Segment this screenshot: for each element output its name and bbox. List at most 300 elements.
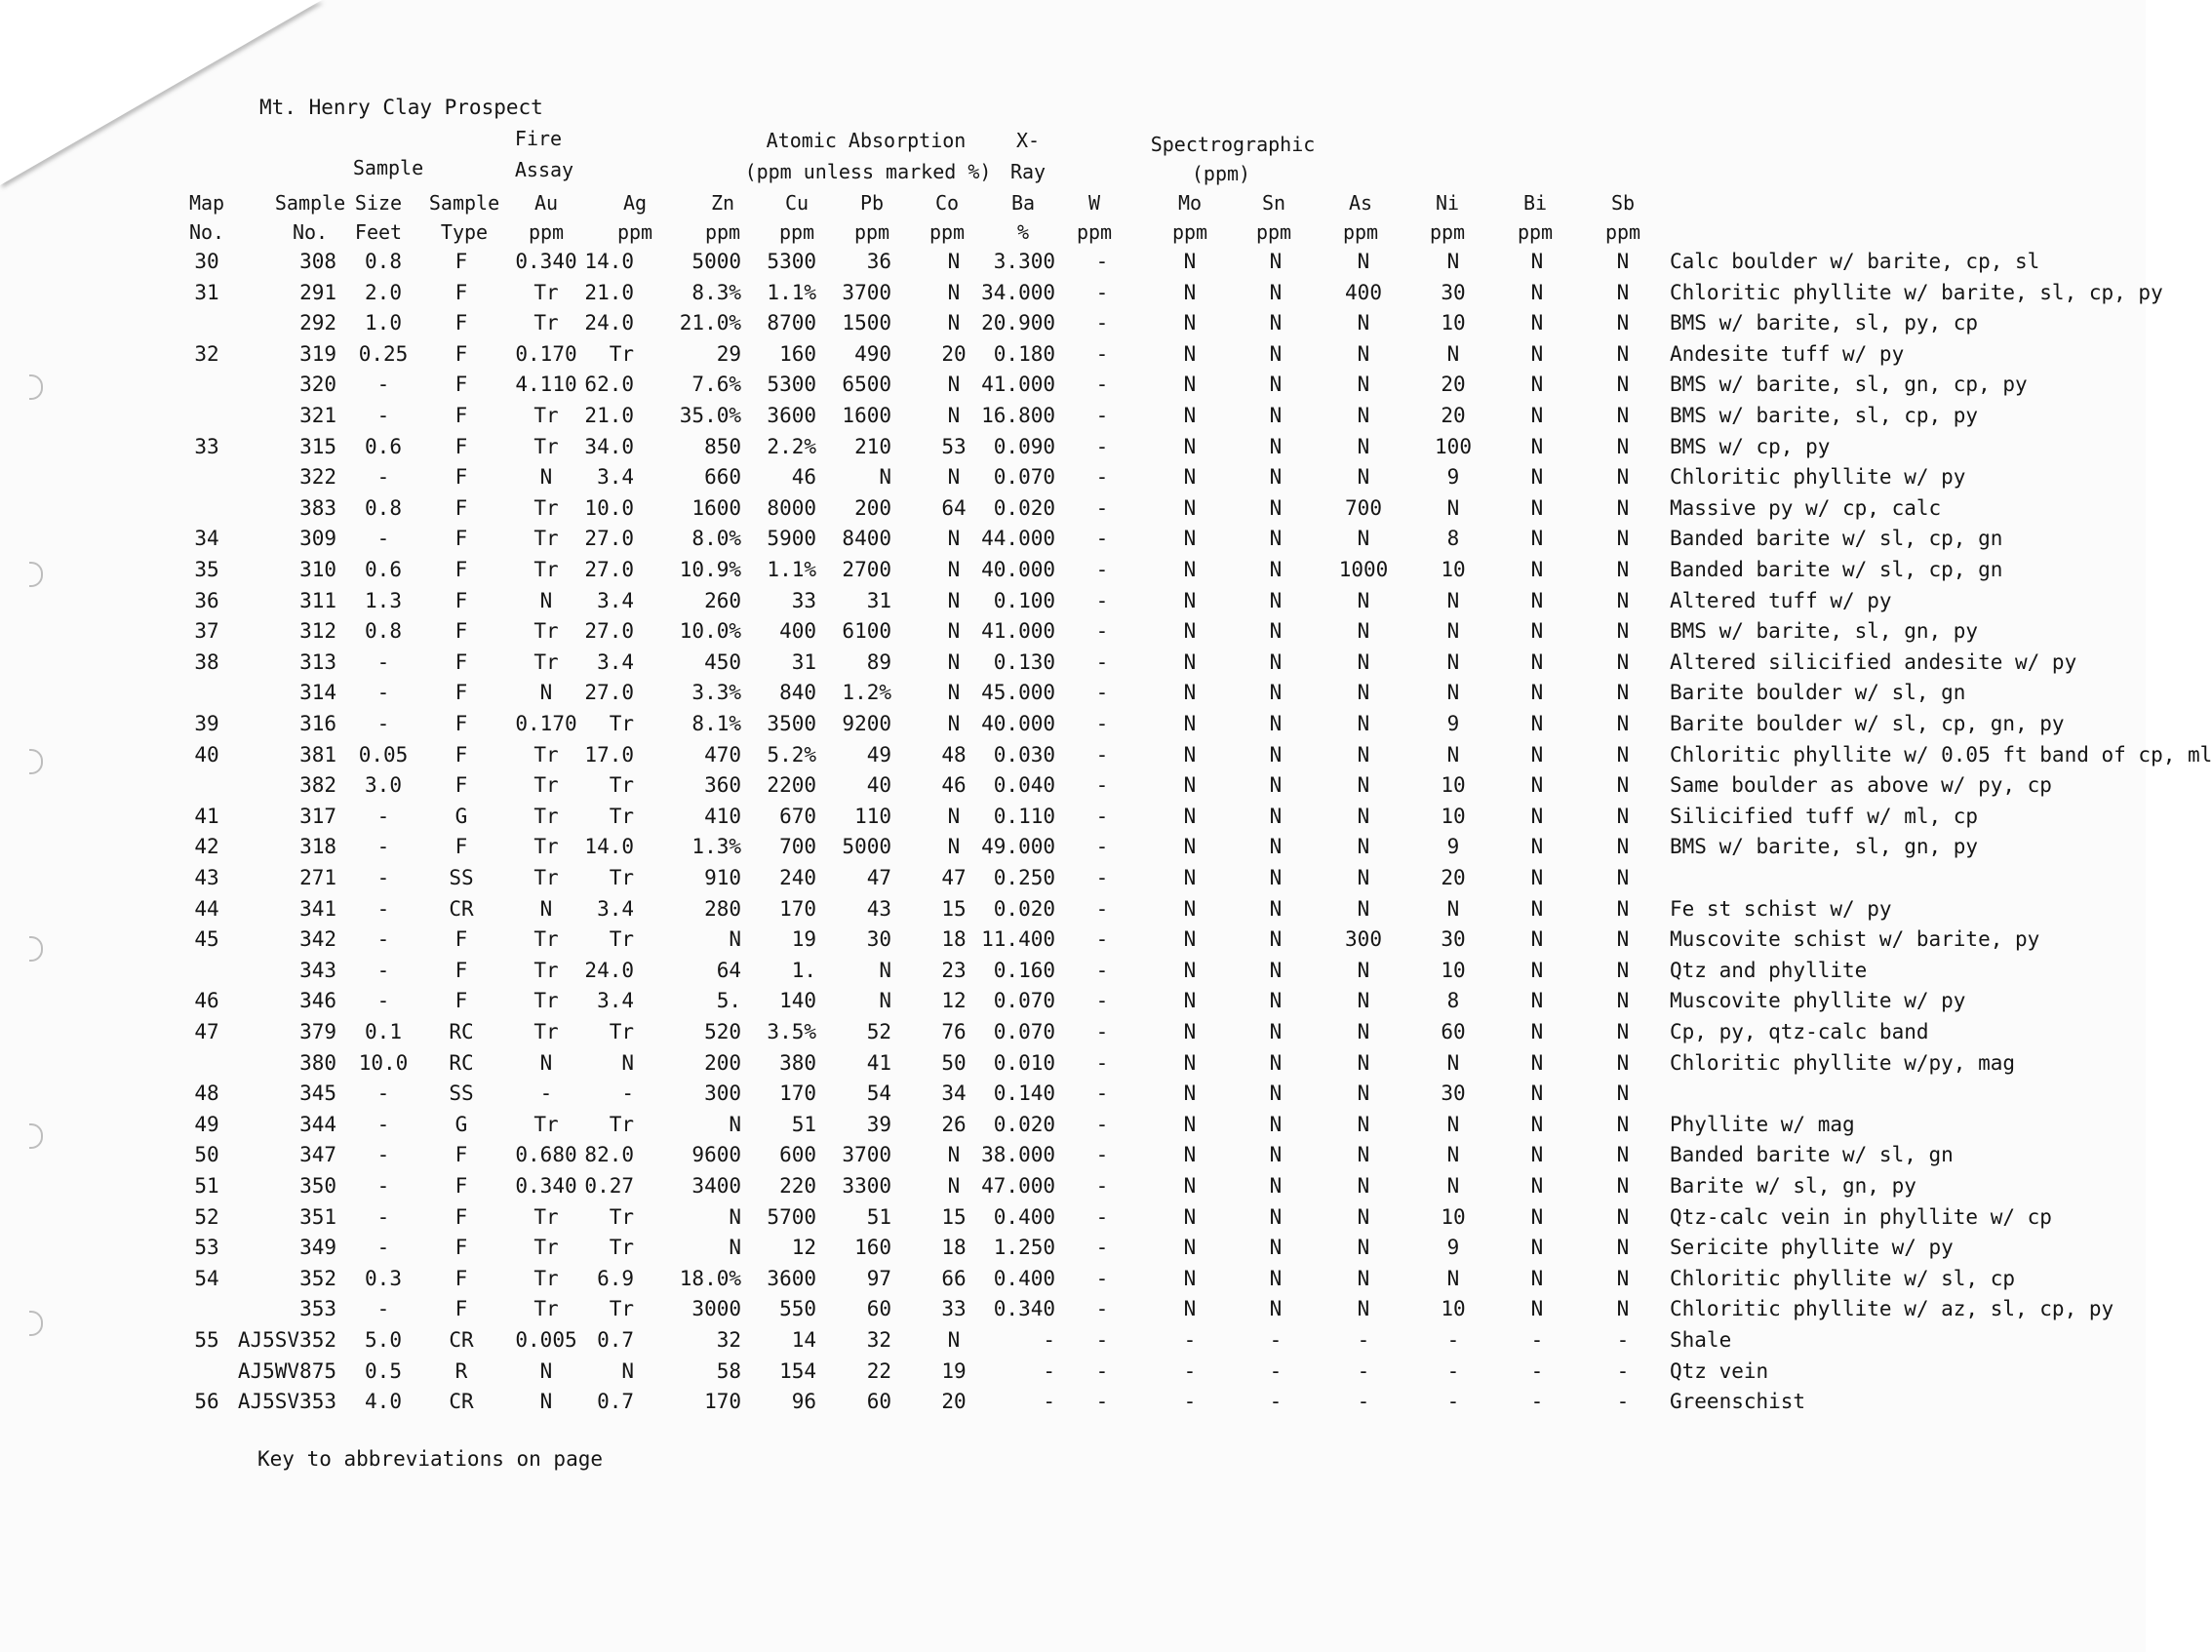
cell-w: - — [1095, 588, 1109, 612]
column-header-zn-unit: ppm — [704, 220, 741, 244]
cell-map: 37 — [194, 619, 219, 644]
cell-zn: N — [729, 1112, 741, 1136]
cell-ba: 0.070 — [993, 465, 1055, 490]
cell-zn: 3400 — [691, 1174, 741, 1198]
cell-description: Barite boulder w/ sl, cp, gn, py — [1670, 712, 2065, 735]
group-header-assay: Assay — [514, 158, 574, 181]
cell-cu: 5300 — [767, 373, 816, 397]
cell-ba: - — [1043, 1328, 1055, 1352]
cell-size: 3.0 — [365, 773, 402, 798]
cell-co: 15 — [941, 896, 967, 921]
cell-zn: 300 — [704, 1082, 741, 1106]
cell-sn: N — [1269, 250, 1283, 273]
cell-ba: 49.000 — [981, 835, 1055, 859]
cell-pb: 210 — [854, 434, 891, 458]
cell-type: G — [454, 804, 468, 828]
cell-pb: 54 — [866, 1082, 891, 1106]
column-header-pb-unit: ppm — [853, 220, 890, 244]
cell-au: Tr — [533, 773, 559, 798]
cell-size: - — [376, 1082, 390, 1106]
cell-sb: - — [1616, 1358, 1630, 1383]
cell-pb: 22 — [866, 1358, 891, 1383]
cell-pb: 8400 — [842, 527, 891, 551]
cell-mo: N — [1183, 1266, 1197, 1290]
cell-ni: 10 — [1441, 1297, 1466, 1321]
cell-bi: N — [1530, 1236, 1544, 1260]
cell-sample: 318 — [299, 835, 336, 859]
cell-size: - — [376, 1143, 390, 1167]
cell-ba: 34.000 — [981, 280, 1055, 304]
cell-co: N — [947, 649, 961, 674]
cell-ni: N — [1446, 495, 1460, 520]
cell-size: - — [376, 804, 390, 828]
cell-ba: 44.000 — [981, 527, 1055, 551]
cell-cu: 31 — [791, 649, 816, 674]
cell-map: 31 — [194, 280, 219, 304]
cell-size: - — [376, 1174, 390, 1198]
cell-au: Tr — [533, 1112, 559, 1136]
cell-as: N — [1357, 896, 1370, 921]
cell-sn: N — [1269, 495, 1283, 520]
cell-ag: Tr — [609, 712, 634, 735]
cell-bi: N — [1530, 835, 1544, 859]
cell-co: 64 — [941, 495, 967, 520]
cell-sample: 350 — [299, 1174, 336, 1198]
cell-co: 66 — [941, 1266, 967, 1290]
column-header-size: Size — [354, 191, 403, 215]
column-header-w: W — [1087, 191, 1101, 215]
table-row — [0, 709, 2146, 738]
footnote: Key to abbreviations on page — [257, 1447, 604, 1471]
column-header-mo: Mo — [1177, 191, 1203, 215]
cell-au: 0.340 — [515, 1174, 577, 1198]
table-row — [0, 1387, 2146, 1416]
cell-sample: 349 — [299, 1236, 336, 1260]
cell-ag: Tr — [609, 866, 634, 889]
cell-au: N — [539, 465, 553, 490]
cell-ag: Tr — [609, 1236, 634, 1260]
cell-mo: N — [1183, 681, 1197, 705]
cell-zn: 9600 — [691, 1143, 741, 1167]
cell-cu: 19 — [791, 927, 816, 952]
cell-pb: 49 — [866, 742, 891, 767]
cell-sn: N — [1269, 649, 1283, 674]
table-row — [0, 524, 2146, 553]
cell-size: 0.6 — [365, 558, 402, 581]
column-header-au: Au — [533, 191, 559, 215]
column-header-as: As — [1348, 191, 1373, 215]
cell-as: 300 — [1345, 927, 1382, 952]
cell-co: N — [947, 835, 961, 859]
cell-sb: N — [1616, 866, 1630, 889]
cell-au: 0.170 — [515, 341, 577, 366]
cell-zn: 170 — [704, 1390, 741, 1414]
cell-map: 47 — [194, 1020, 219, 1043]
cell-as: N — [1357, 527, 1370, 551]
cell-as: N — [1357, 1050, 1370, 1075]
table-row — [0, 1017, 2146, 1046]
cell-cu: 400 — [779, 619, 816, 644]
cell-co: N — [947, 804, 961, 828]
cell-ni: 30 — [1441, 280, 1466, 304]
cell-w: - — [1095, 341, 1109, 366]
cell-ag: N — [621, 1050, 634, 1075]
cell-pb: 41 — [866, 1050, 891, 1075]
cell-sb: N — [1616, 404, 1630, 427]
cell-ba: 47.000 — [981, 1174, 1055, 1198]
table-row — [0, 740, 2212, 769]
cell-w: - — [1095, 250, 1109, 273]
cell-size: - — [376, 527, 390, 551]
cell-description: Chloritic phyllite w/ sl, cp — [1670, 1266, 2016, 1290]
cell-description: Greenschist — [1670, 1390, 1806, 1414]
cell-au: Tr — [533, 989, 559, 1013]
cell-mo: N — [1183, 558, 1197, 581]
cell-map: 50 — [194, 1143, 219, 1167]
cell-ba: 0.070 — [993, 1020, 1055, 1043]
cell-ag: Tr — [609, 341, 634, 366]
cell-sample: 321 — [299, 404, 336, 427]
cell-ni: 30 — [1441, 927, 1466, 952]
cell-w: - — [1095, 1020, 1109, 1043]
table-row — [0, 986, 2146, 1015]
cell-ag: 17.0 — [584, 742, 634, 767]
cell-as: - — [1357, 1358, 1370, 1383]
cell-sample: 322 — [299, 465, 336, 490]
cell-sb: N — [1616, 588, 1630, 612]
cell-bi: N — [1530, 1112, 1544, 1136]
cell-sample: 311 — [299, 588, 336, 612]
cell-type: F — [454, 373, 468, 397]
cell-mo: N — [1183, 373, 1197, 397]
cell-co: N — [947, 465, 961, 490]
cell-bi: N — [1530, 250, 1544, 273]
cell-ba: 41.000 — [981, 619, 1055, 644]
cell-sample: 315 — [299, 434, 336, 458]
cell-ni: N — [1446, 250, 1460, 273]
cell-type: F — [454, 1297, 468, 1321]
cell-mo: N — [1183, 1020, 1197, 1043]
cell-as: N — [1357, 341, 1370, 366]
cell-w: - — [1095, 896, 1109, 921]
cell-mo: N — [1183, 527, 1197, 551]
cell-au: Tr — [533, 280, 559, 304]
cell-ba: 0.140 — [993, 1082, 1055, 1106]
cell-size: 0.5 — [365, 1358, 402, 1383]
cell-sb: N — [1616, 742, 1630, 767]
cell-mo: N — [1183, 465, 1197, 490]
cell-ba: 0.070 — [993, 989, 1055, 1013]
cell-pb: 1500 — [842, 311, 891, 335]
cell-au: N — [539, 588, 553, 612]
cell-description: Chloritic phyllite w/py, mag — [1670, 1050, 2016, 1075]
cell-ag: 24.0 — [584, 958, 634, 982]
cell-sb: N — [1616, 465, 1630, 490]
cell-type: F — [454, 1266, 468, 1290]
cell-map: 43 — [194, 866, 219, 889]
cell-sn: - — [1269, 1328, 1283, 1352]
cell-description: Cp, py, qtz-calc band — [1670, 1020, 1929, 1043]
cell-sb: N — [1616, 1112, 1630, 1136]
cell-mo: N — [1183, 712, 1197, 735]
cell-sample: 314 — [299, 681, 336, 705]
table-row — [0, 432, 2146, 461]
cell-as: N — [1357, 742, 1370, 767]
cell-au: Tr — [533, 742, 559, 767]
cell-type: F — [454, 558, 468, 581]
column-header-pb: Pb — [859, 191, 885, 215]
cell-ag: 3.4 — [597, 896, 634, 921]
cell-bi: N — [1530, 927, 1544, 952]
cell-ni: N — [1446, 588, 1460, 612]
cell-au: Tr — [533, 1020, 559, 1043]
cell-au: 0.005 — [515, 1328, 577, 1352]
column-header-map: Map — [188, 191, 225, 215]
cell-size: - — [376, 373, 390, 397]
cell-cu: 170 — [779, 896, 816, 921]
cell-as: N — [1357, 958, 1370, 982]
cell-description: Altered silicified andesite w/ py — [1670, 649, 2077, 674]
cell-mo: N — [1183, 341, 1197, 366]
cell-cu: 12 — [791, 1236, 816, 1260]
cell-as: N — [1357, 1266, 1370, 1290]
cell-description: Qtz vein — [1670, 1358, 1769, 1383]
cell-sample: 316 — [299, 712, 336, 735]
cell-sn: N — [1269, 527, 1283, 551]
cell-pb: 89 — [866, 649, 891, 674]
cell-sn: N — [1269, 1050, 1283, 1075]
cell-sample: 382 — [299, 773, 336, 798]
cell-zn: 1.3% — [691, 835, 741, 859]
cell-size: 0.6 — [365, 434, 402, 458]
cell-sample: 309 — [299, 527, 336, 551]
cell-sn: N — [1269, 588, 1283, 612]
cell-pb: 32 — [866, 1328, 891, 1352]
cell-au: - — [539, 1082, 553, 1106]
cell-zn: 260 — [704, 588, 741, 612]
cell-mo: N — [1183, 619, 1197, 644]
cell-type: F — [454, 1236, 468, 1260]
table-row — [0, 586, 2146, 615]
cell-sample: 379 — [299, 1020, 336, 1043]
cell-bi: N — [1530, 712, 1544, 735]
cell-type: F — [454, 250, 468, 273]
cell-pb: 43 — [866, 896, 891, 921]
table-row — [0, 832, 2146, 861]
cell-w: - — [1095, 1082, 1109, 1106]
cell-sb: N — [1616, 1236, 1630, 1260]
cell-w: - — [1095, 434, 1109, 458]
cell-type: F — [454, 527, 468, 551]
cell-sb: N — [1616, 527, 1630, 551]
cell-cu: 3600 — [767, 404, 816, 427]
cell-size: - — [376, 1297, 390, 1321]
cell-as: N — [1357, 712, 1370, 735]
cell-w: - — [1095, 742, 1109, 767]
cell-size: - — [376, 465, 390, 490]
cell-ni: 9 — [1446, 1236, 1460, 1260]
cell-ni: N — [1446, 1143, 1460, 1167]
cell-pb: 60 — [866, 1297, 891, 1321]
cell-description: Chloritic phyllite w/ az, sl, cp, py — [1670, 1297, 2114, 1321]
cell-size: 0.05 — [358, 742, 409, 767]
cell-bi: N — [1530, 311, 1544, 335]
column-header-cu: Cu — [784, 191, 810, 215]
cell-au: 0.680 — [515, 1143, 577, 1167]
cell-sb: N — [1616, 927, 1630, 952]
cell-zn: 21.0% — [679, 311, 741, 335]
cell-ba: 0.040 — [993, 773, 1055, 798]
cell-bi: N — [1530, 1143, 1544, 1167]
cell-bi: N — [1530, 527, 1544, 551]
cell-size: 0.8 — [365, 250, 402, 273]
cell-ag: 82.0 — [584, 1143, 634, 1167]
cell-ba: 0.130 — [993, 649, 1055, 674]
cell-zn: N — [729, 1236, 741, 1260]
cell-sb: N — [1616, 835, 1630, 859]
cell-map: 45 — [194, 927, 219, 952]
cell-size: 0.8 — [365, 495, 402, 520]
cell-ni: N — [1446, 896, 1460, 921]
cell-ni: 20 — [1441, 866, 1466, 889]
cell-zn: 8.1% — [691, 712, 741, 735]
cell-ni: N — [1446, 1050, 1460, 1075]
cell-au: 0.170 — [515, 712, 577, 735]
cell-w: - — [1095, 866, 1109, 889]
cell-cu: 840 — [779, 681, 816, 705]
table-row — [0, 1294, 2146, 1323]
cell-ni: N — [1446, 649, 1460, 674]
cell-co: N — [947, 1174, 961, 1198]
cell-ag: 24.0 — [584, 311, 634, 335]
cell-au: Tr — [533, 527, 559, 551]
cell-sample: 291 — [299, 280, 336, 304]
cell-cu: 51 — [791, 1112, 816, 1136]
cell-co: N — [947, 681, 961, 705]
cell-cu: 1.1% — [767, 280, 816, 304]
cell-zn: 410 — [704, 804, 741, 828]
cell-description: Banded barite w/ sl, cp, gn — [1670, 558, 2003, 581]
cell-description: BMS w/ barite, sl, cp, py — [1670, 404, 1979, 427]
cell-ag: 27.0 — [584, 527, 634, 551]
cell-ba: 40.000 — [981, 712, 1055, 735]
cell-type: F — [454, 588, 468, 612]
cell-as: N — [1357, 989, 1370, 1013]
cell-ag: 0.7 — [597, 1328, 634, 1352]
cell-ag: 14.0 — [584, 835, 634, 859]
cell-sn: N — [1269, 1266, 1283, 1290]
cell-cu: 380 — [779, 1050, 816, 1075]
cell-size: - — [376, 896, 390, 921]
cell-co: N — [947, 1143, 961, 1167]
cell-description: Chloritic phyllite w/ py — [1670, 465, 1966, 490]
cell-size: - — [376, 404, 390, 427]
cell-size: - — [376, 649, 390, 674]
cell-sn: N — [1269, 712, 1283, 735]
cell-pb: 2700 — [842, 558, 891, 581]
cell-as: N — [1357, 649, 1370, 674]
cell-ni: 8 — [1446, 527, 1460, 551]
cell-bi: N — [1530, 773, 1544, 798]
table-row — [0, 462, 2146, 492]
cell-pb: 6100 — [842, 619, 891, 644]
cell-mo: N — [1183, 404, 1197, 427]
cell-size: 4.0 — [365, 1390, 402, 1414]
cell-type: F — [454, 1174, 468, 1198]
cell-size: - — [376, 1112, 390, 1136]
cell-sb: N — [1616, 773, 1630, 798]
cell-cu: 220 — [779, 1174, 816, 1198]
cell-zn: 8.3% — [691, 280, 741, 304]
cell-sb: N — [1616, 373, 1630, 397]
cell-ag: 21.0 — [584, 280, 634, 304]
cell-co: N — [947, 311, 961, 335]
cell-sn: N — [1269, 1143, 1283, 1167]
cell-ni: 10 — [1441, 958, 1466, 982]
cell-description: Sericite phyllite w/ py — [1670, 1236, 1954, 1260]
cell-description: Phyllite w/ mag — [1670, 1112, 1855, 1136]
cell-mo: N — [1183, 866, 1197, 889]
cell-pb: 9200 — [842, 712, 891, 735]
cell-sb: N — [1616, 896, 1630, 921]
cell-description: Muscovite phyllite w/ py — [1670, 989, 1966, 1013]
cell-sample: 347 — [299, 1143, 336, 1167]
cell-sb: N — [1616, 495, 1630, 520]
cell-ag: Tr — [609, 927, 634, 952]
cell-w: - — [1095, 958, 1109, 982]
cell-co: 33 — [941, 1297, 967, 1321]
cell-zn: 18.0% — [679, 1266, 741, 1290]
cell-mo: N — [1183, 588, 1197, 612]
cell-sample: 342 — [299, 927, 336, 952]
cell-ni: 60 — [1441, 1020, 1466, 1043]
cell-mo: N — [1183, 989, 1197, 1013]
cell-type: SS — [449, 1082, 474, 1106]
cell-zn: 58 — [716, 1358, 741, 1383]
table-row — [0, 401, 2146, 430]
column-header-sb: Sb — [1610, 191, 1636, 215]
cell-map: 39 — [194, 712, 219, 735]
cell-ni: - — [1446, 1328, 1460, 1352]
cell-mo: N — [1183, 250, 1197, 273]
cell-zn: 10.9% — [679, 558, 741, 581]
table-row — [0, 1140, 2146, 1169]
cell-w: - — [1095, 1050, 1109, 1075]
cell-sample: AJ5SV353 — [237, 1390, 336, 1414]
cell-bi: N — [1530, 681, 1544, 705]
cell-w: - — [1095, 712, 1109, 735]
cell-as: 700 — [1345, 495, 1382, 520]
cell-sb: N — [1616, 1297, 1630, 1321]
cell-au: Tr — [533, 558, 559, 581]
cell-type: RC — [449, 1050, 474, 1075]
cell-zn: 8.0% — [691, 527, 741, 551]
cell-co: 26 — [941, 1112, 967, 1136]
cell-description: BMS w/ barite, sl, gn, cp, py — [1670, 373, 2028, 397]
cell-ba: 20.900 — [981, 311, 1055, 335]
cell-type: F — [454, 1143, 468, 1167]
group-header-spectro-units: (ppm) — [1191, 162, 1251, 185]
cell-ag: 0.7 — [597, 1390, 634, 1414]
cell-type: F — [454, 712, 468, 735]
cell-sample: 292 — [299, 311, 336, 335]
cell-ni: N — [1446, 1174, 1460, 1198]
cell-map: 53 — [194, 1236, 219, 1260]
cell-ba: 0.400 — [993, 1204, 1055, 1229]
cell-cu: 2.2% — [767, 434, 816, 458]
cell-w: - — [1095, 1390, 1109, 1414]
cell-cu: 8700 — [767, 311, 816, 335]
